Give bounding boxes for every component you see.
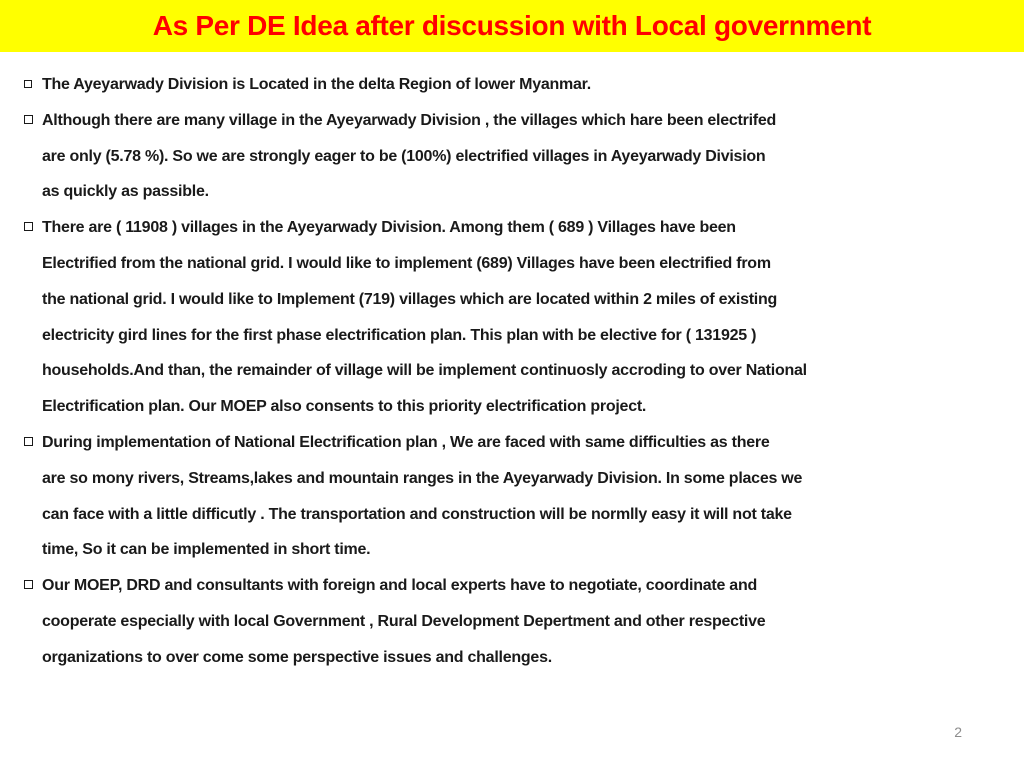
hollow-square-bullet-icon xyxy=(24,437,33,446)
bullet-item-5 xyxy=(24,568,1004,675)
bullet-line: Electrification plan. Our MOEP also consents to this priority electrification project. xyxy=(42,398,647,416)
slide-title: As Per DE Idea after discussion with Local government xyxy=(152,10,872,41)
hollow-square-bullet-icon xyxy=(24,580,33,589)
bullet-line: Although there are many village in the Ayeyarwady Division , the villages which hare been electrifed xyxy=(42,111,777,129)
bullet-line: are only (5.78 %). So we are strongly eager to be (100%) electrified villages in Ayeyarwady Division xyxy=(42,147,766,165)
bullet-line: cooperate especially with local Government , Rural Development Depertment and other respective xyxy=(42,612,766,630)
bullet-list xyxy=(24,67,1004,676)
bullet-item-4 xyxy=(24,425,1004,568)
bullet-line: During implementation of National Electrification plan , We are faced with same difficulties as there xyxy=(42,433,770,451)
bullet-item-1 xyxy=(24,67,1004,103)
hollow-square-bullet-icon xyxy=(24,222,33,231)
bullet-line: time, So it can be implemented in short time. xyxy=(42,541,371,559)
bullet-line: The Ayeyarwady Division is Located in the delta Region of lower Myanmar. xyxy=(42,76,591,93)
page-number: 2 xyxy=(954,724,962,740)
bullet-line: the national grid. I would like to Implement (719) villages which are located within 2 miles of existing xyxy=(42,290,778,308)
bullet-line: organizations to over come some perspective issues and challenges. xyxy=(42,648,552,666)
bullet-line: as quickly as passible. xyxy=(42,183,209,201)
bullet-line: households.And than, the remainder of village will be implement continuosly accroding to over National xyxy=(42,362,807,380)
title-bar xyxy=(0,0,1024,52)
bullet-line: There are ( 11908 ) villages in the Ayeyarwady Division. Among them ( 689 ) Villages have been xyxy=(42,219,736,237)
bullet-line: Our MOEP, DRD and consultants with foreign and local experts have to negotiate, coordinate and xyxy=(42,577,757,595)
bullet-line: can face with a little difficutly . The transportation and construction will be normlly easy it will not take xyxy=(42,505,792,523)
bullet-line: electricity gird lines for the first phase electrification plan. This plan with be elective for ( 131925 ) xyxy=(42,326,757,344)
hollow-square-bullet-icon xyxy=(24,115,33,124)
hollow-square-bullet-icon xyxy=(24,80,32,88)
bullet-line: are so mony rivers, Streams,lakes and mountain ranges in the Ayeyarwady Division. In some places we xyxy=(42,469,803,487)
bullet-line: Electrified from the national grid. I would like to implement (689) Villages have been electrified from xyxy=(42,254,771,272)
bullet-item-2 xyxy=(24,103,1004,210)
bullet-item-3 xyxy=(24,210,1004,425)
